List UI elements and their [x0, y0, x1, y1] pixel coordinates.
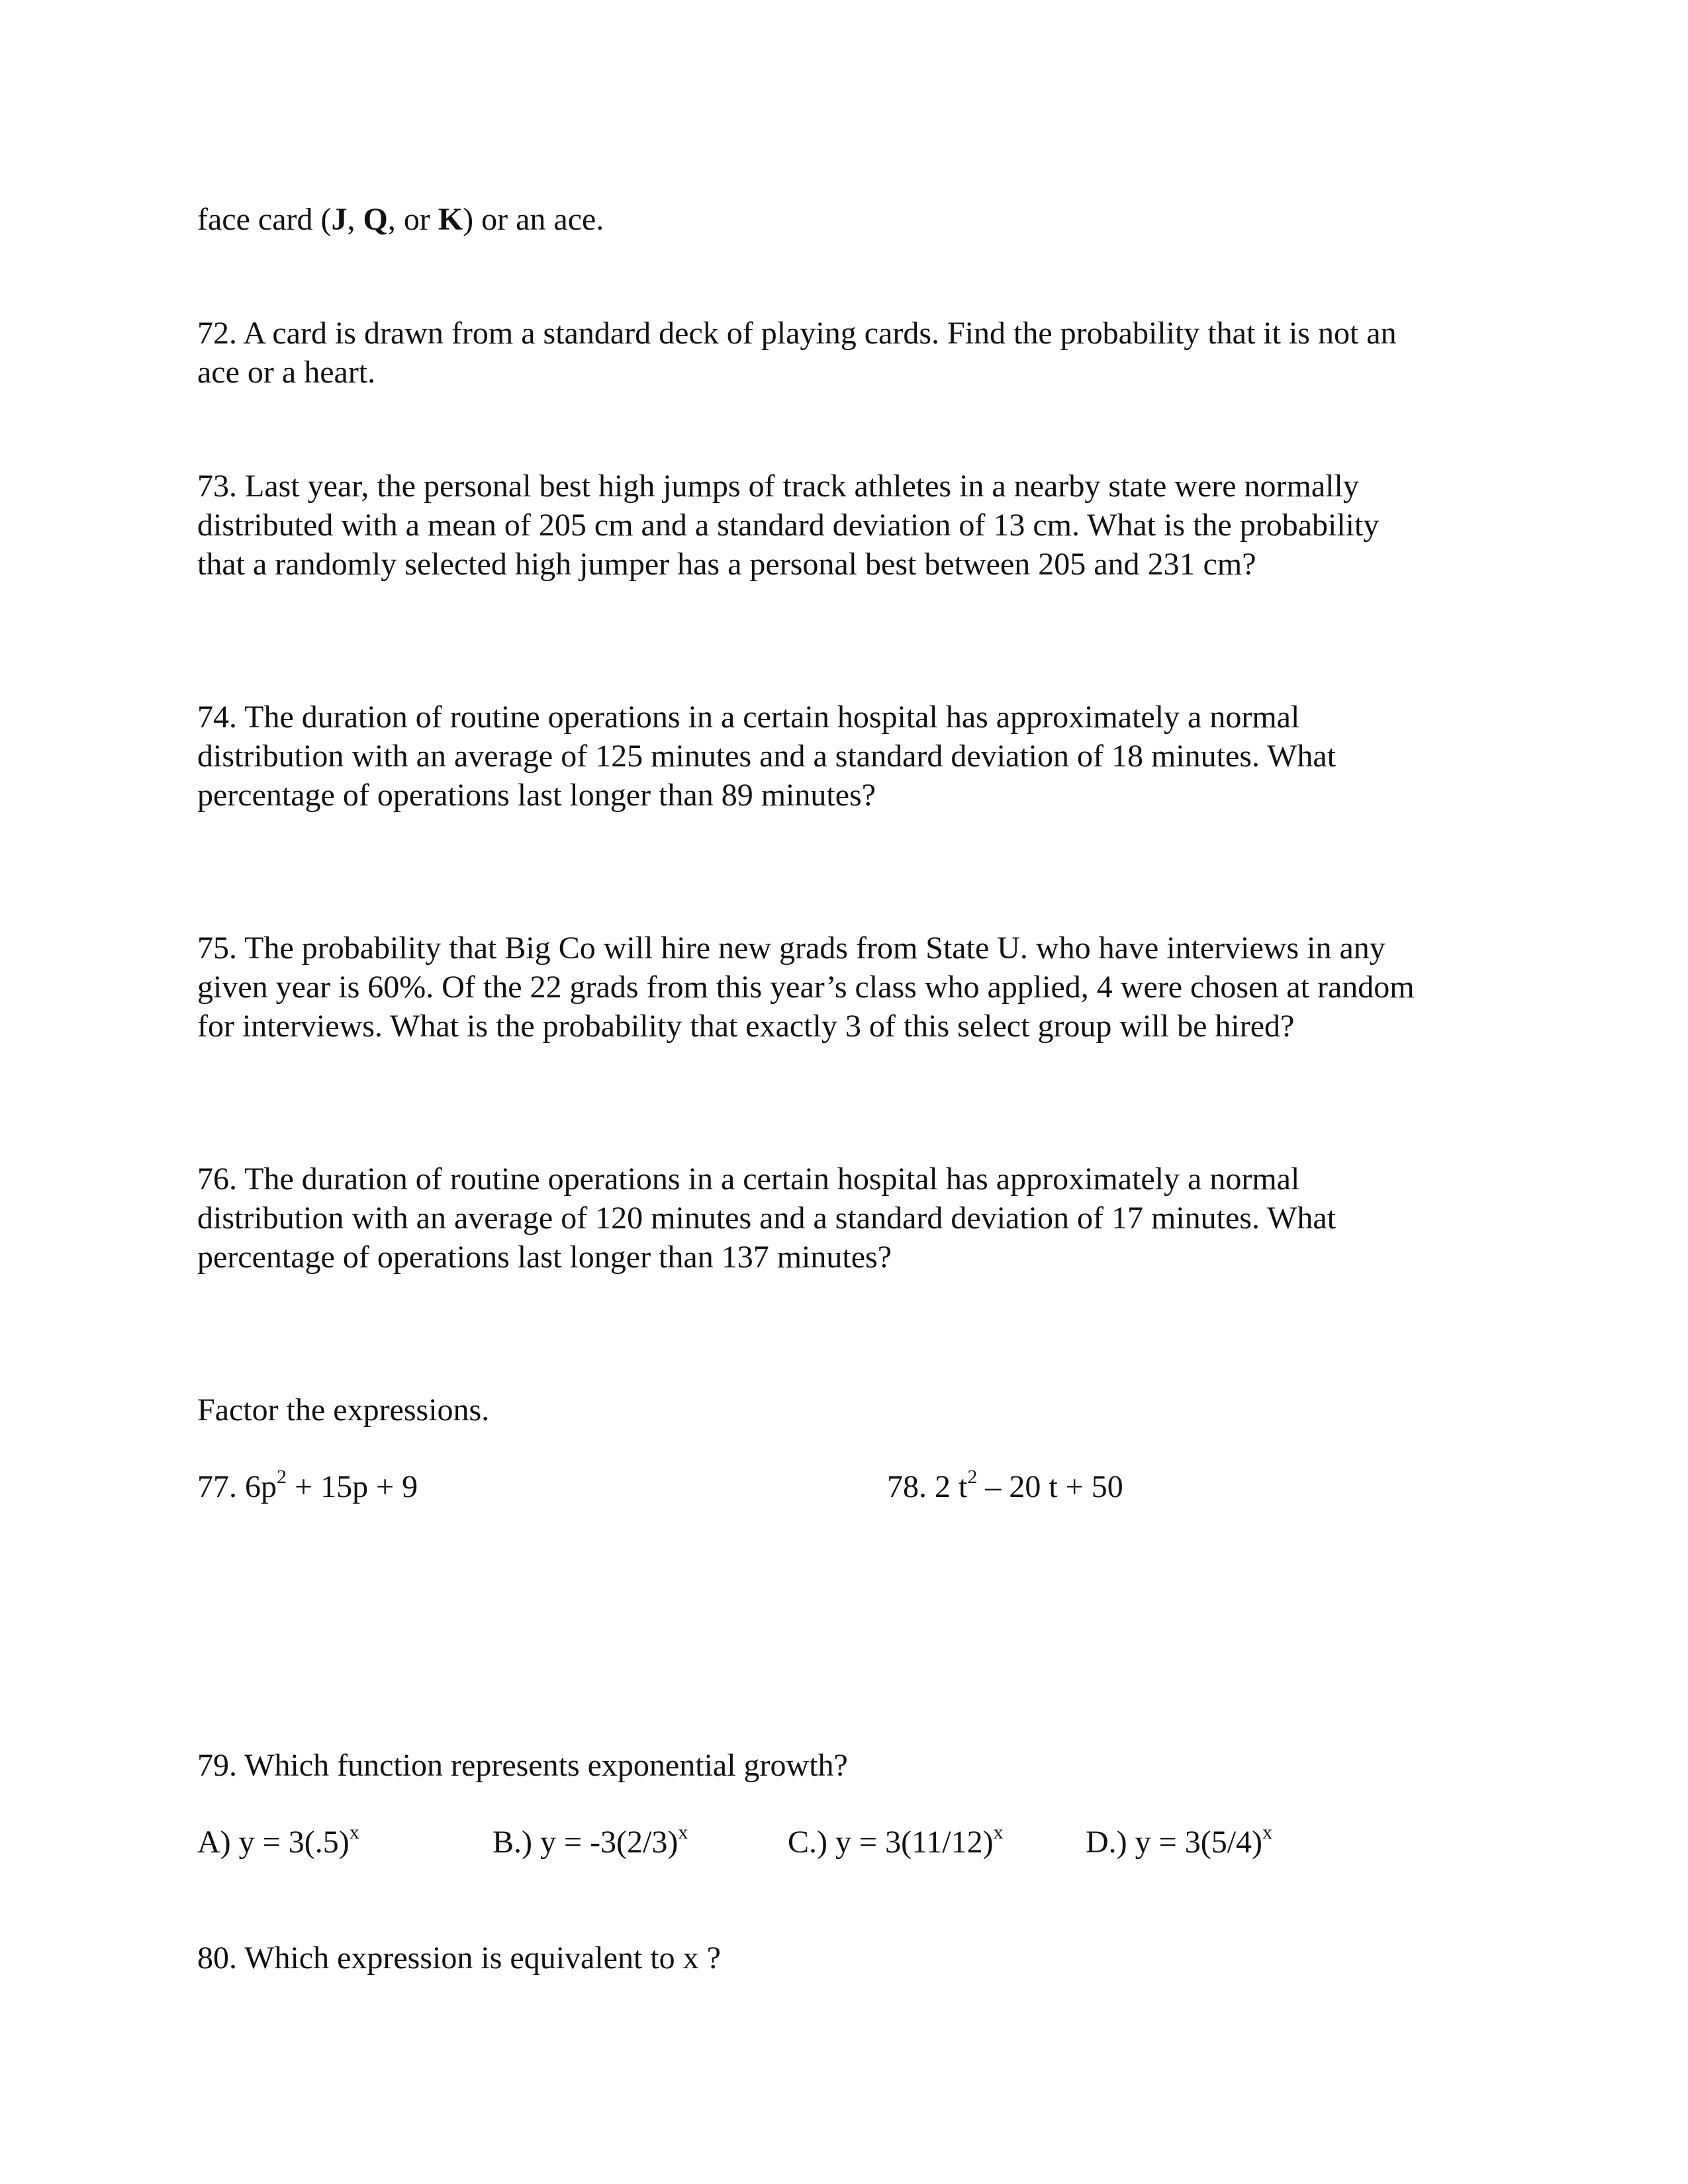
question-75-line: for interviews. What is the probability that exactly 3 of this select group will be hired? [197, 1009, 1295, 1044]
question-73 [197, 467, 1495, 584]
intro-text-3: , or [387, 202, 438, 237]
section-heading-factor [197, 1390, 1495, 1430]
question-74 [197, 698, 1495, 815]
question-73-line: distributed with a mean of 205 cm and a standard deviation of 13 cm. What is the probability [197, 508, 1380, 543]
question-73-line: that a randomly selected high jumper has a personal best between 205 and 231 cm? [197, 547, 1256, 582]
question-78-text-rest: – 20 t + 50 [977, 1469, 1123, 1504]
question-76-line: percentage of operations last longer than 137 minutes? [197, 1240, 892, 1275]
option-c-text: C.) y = 3(11/12) [788, 1825, 994, 1860]
option-a [197, 1823, 359, 1862]
question-75-line: given year is 60%. Of the 22 grads from this year’s class who applied, 4 were chosen at random [197, 970, 1415, 1005]
option-d-text: D.) y = 3(5/4) [1086, 1825, 1263, 1860]
intro-text-1: face card ( [197, 202, 332, 237]
option-c-exponent: x [993, 1821, 1004, 1843]
intro-bold-k: K [438, 202, 463, 237]
question-72 [197, 314, 1495, 392]
question-78-exponent: 2 [967, 1466, 978, 1488]
question-74-line: 74. The duration of routine operations in a certain hospital has approximately a normal [197, 700, 1300, 735]
question-75-line: 75. The probability that Big Co will hire new grads from State U. who have interviews in any [197, 931, 1385, 966]
option-b-text: B.) y = -3(2/3) [492, 1825, 679, 1860]
option-d [1086, 1823, 1272, 1862]
question-76 [197, 1160, 1495, 1277]
option-c [788, 1823, 1004, 1862]
intro-continuation [197, 200, 1495, 239]
option-a-exponent: x [349, 1821, 359, 1843]
question-72-line: 72. A card is drawn from a standard deck of playing cards. Find the probability that it is not an [197, 316, 1397, 351]
intro-bold-q: Q [363, 202, 388, 237]
question-73-line: 73. Last year, the personal best high jumps of track athletes in a nearby state were normally [197, 469, 1359, 504]
question-80-text: 80. Which expression is equivalent to x ? [197, 1940, 721, 1976]
option-b [492, 1823, 688, 1862]
question-76-line: distribution with an average of 120 minutes and a standard deviation of 17 minutes. What [197, 1201, 1336, 1236]
question-78-text: 78. 2 t [887, 1469, 968, 1504]
question-72-line: ace or a heart. [197, 355, 376, 390]
question-75 [197, 929, 1495, 1046]
question-80 [197, 1938, 1495, 1978]
question-78 [887, 1467, 1123, 1506]
question-77-text: 77. 6p [197, 1469, 277, 1504]
question-74-line: distribution with an average of 125 minutes and a standard deviation of 18 minutes. What [197, 739, 1336, 774]
option-d-exponent: x [1262, 1821, 1273, 1843]
question-76-line: 76. The duration of routine operations in a certain hospital has approximately a normal [197, 1161, 1300, 1197]
factor-heading: Factor the expressions. [197, 1392, 490, 1428]
intro-text-2: , [347, 202, 363, 237]
question-77-exponent: 2 [277, 1466, 287, 1488]
question-77 [197, 1467, 418, 1506]
option-b-exponent: x [678, 1821, 688, 1843]
intro-text-4: ) or an ace. [463, 202, 604, 237]
question-74-line: percentage of operations last longer than 89 minutes? [197, 778, 876, 813]
question-77-text-rest: + 15p + 9 [287, 1469, 418, 1504]
question-79-text: 79. Which function represents exponential growth? [197, 1748, 848, 1783]
question-79-stem [197, 1746, 1495, 1785]
intro-bold-j: J [331, 202, 348, 237]
option-a-text: A) y = 3(.5) [197, 1825, 350, 1860]
